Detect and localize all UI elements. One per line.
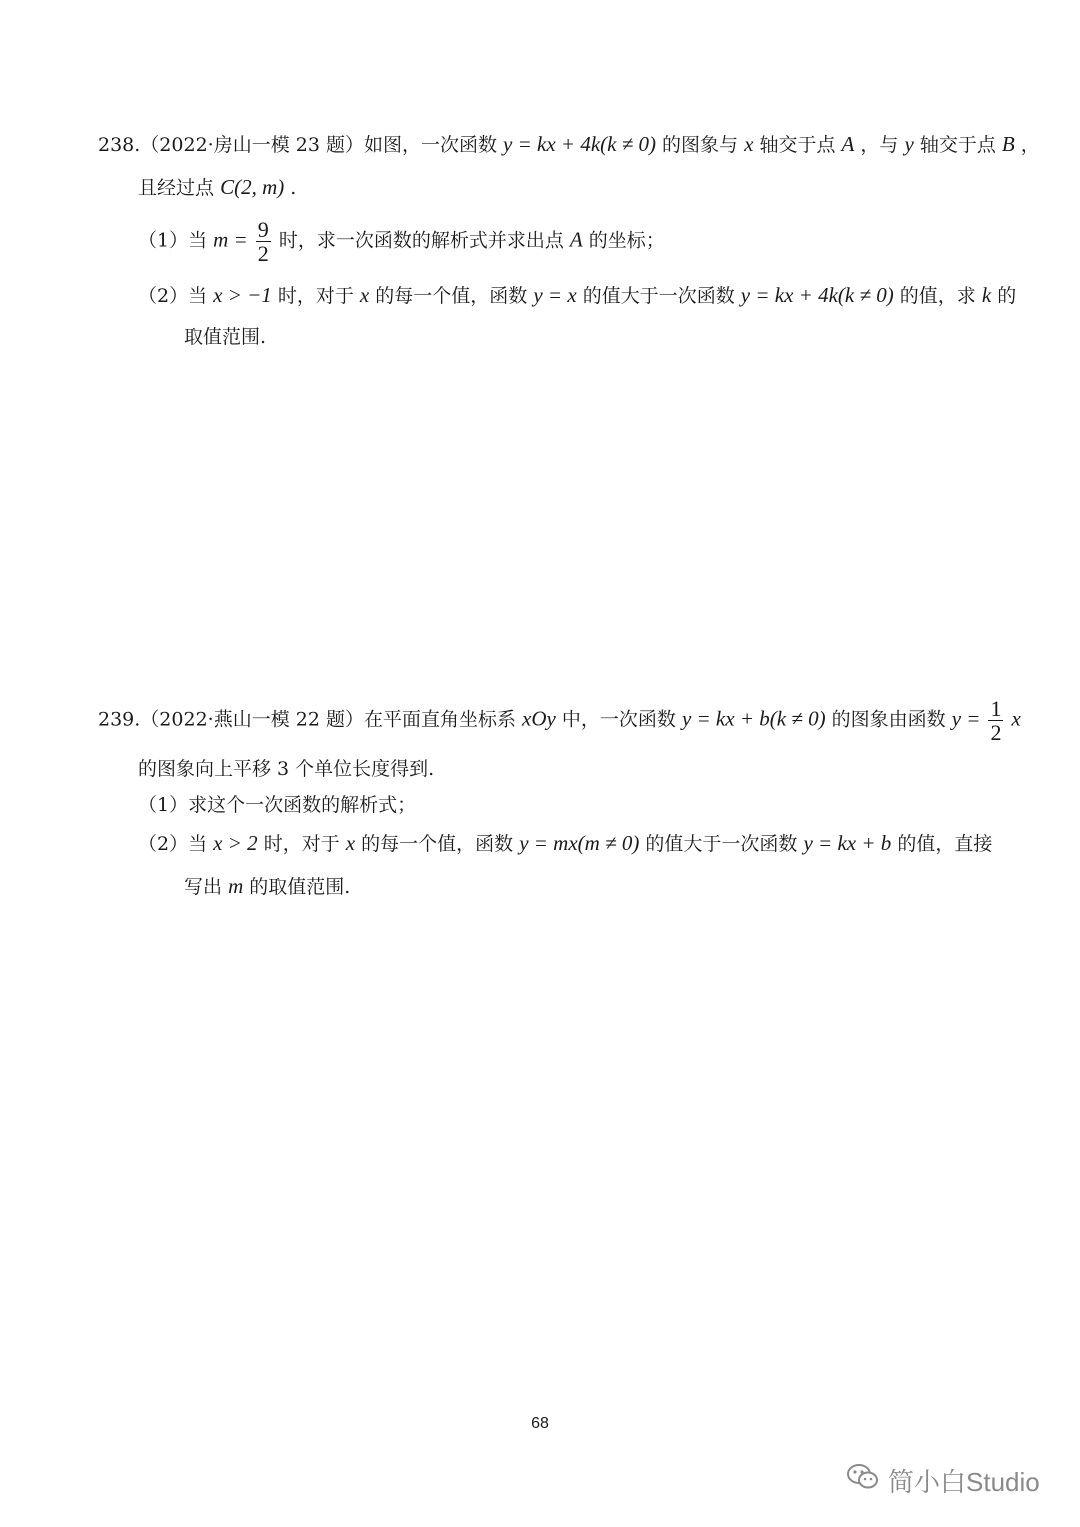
math-x: x xyxy=(345,831,356,855)
q238-label: 238.（2022·房山一模 23 题）如图，一次函数 xyxy=(98,134,497,156)
fraction-nine-halves xyxy=(256,218,271,265)
text: 的值，求 xyxy=(899,285,976,307)
text: 时，对于 xyxy=(277,285,354,307)
text: 的取值范围. xyxy=(249,876,351,898)
text: 且经过点 xyxy=(138,177,215,199)
numerator: 1 xyxy=(990,696,1002,721)
text: 的 xyxy=(997,285,1017,307)
text: 写出 xyxy=(184,876,223,898)
text: 的坐标； xyxy=(588,229,665,252)
watermark-text: 简小白Studio xyxy=(888,1467,1040,1497)
text: 中，一次函数 xyxy=(561,708,676,731)
function-linear: y = kx + b xyxy=(803,831,892,855)
denominator: 2 xyxy=(990,720,1002,746)
math-x: x xyxy=(744,132,754,156)
text: 的每一个值，函数 xyxy=(375,285,528,307)
denominator: 2 xyxy=(257,241,269,267)
q238-stem-line2 xyxy=(138,174,296,201)
text: . xyxy=(290,177,297,199)
q238-part1 xyxy=(138,218,665,265)
text: （2）当 xyxy=(138,285,208,307)
condition: x > −1 xyxy=(213,283,272,307)
q238-stem-line1 xyxy=(98,131,1040,158)
fraction-one-half xyxy=(988,697,1003,744)
q239-label: 239.（2022·燕山一模 22 题）在平面直角坐标系 xyxy=(98,708,516,731)
coordinate-system: xOy xyxy=(522,706,556,731)
q238-function: y = kx + 4k(k ≠ 0) xyxy=(503,132,656,156)
q239-function: y = kx + b(k ≠ 0) xyxy=(681,706,826,731)
text: 时，求一次函数的解析式并求出点 xyxy=(278,229,564,252)
text: （2）当 xyxy=(138,833,208,855)
text: 的值大于一次函数 xyxy=(582,285,735,307)
function-y-eq-x: y = x xyxy=(533,283,577,307)
point-c: C(2, m) xyxy=(220,175,285,199)
math-k: k xyxy=(981,283,992,307)
q239-stem-line1 xyxy=(98,697,1021,744)
math-m-eq: m = xyxy=(213,227,248,252)
q239-stem-line2: 的图象向上平移 3 个单位长度得到. xyxy=(138,758,435,780)
text: 的每一个值，函数 xyxy=(361,833,514,855)
math-x: x xyxy=(1011,706,1021,731)
wechat-icon xyxy=(846,1462,880,1499)
text: 的图象与 xyxy=(662,134,739,156)
point-a: A xyxy=(569,227,583,252)
text: 轴交于点 xyxy=(919,134,996,156)
q238-part2-line2: 取值范围. xyxy=(184,326,267,348)
function-linear: y = kx + 4k(k ≠ 0) xyxy=(740,283,894,307)
watermark xyxy=(846,1462,1040,1499)
numerator: 9 xyxy=(257,217,269,242)
q239-part2 xyxy=(138,830,992,857)
text: 的图象由函数 xyxy=(831,708,946,731)
condition: x > 2 xyxy=(213,831,258,855)
math-y: y xyxy=(904,132,914,156)
text: ， xyxy=(1020,134,1040,156)
text: 的值，直接 xyxy=(897,833,993,855)
text: 时，对于 xyxy=(263,833,340,855)
text: 的值大于一次函数 xyxy=(645,833,798,855)
text: 轴交于点 xyxy=(759,134,836,156)
q238-part2 xyxy=(138,282,1016,309)
page-number: 68 xyxy=(531,1415,549,1432)
q239-part2-line2 xyxy=(184,873,350,900)
math-m: m xyxy=(228,874,244,898)
q239-part1: （1）求这个一次函数的解析式； xyxy=(138,794,417,816)
function-y-eq-mx: y = mx(m ≠ 0) xyxy=(519,831,640,855)
math-x: x xyxy=(359,283,370,307)
text: （1）当 xyxy=(138,229,208,252)
point-a: A xyxy=(841,132,855,156)
point-b: B xyxy=(1001,132,1015,156)
math-y-eq: y = xyxy=(951,706,981,731)
text: ，与 xyxy=(860,134,899,156)
